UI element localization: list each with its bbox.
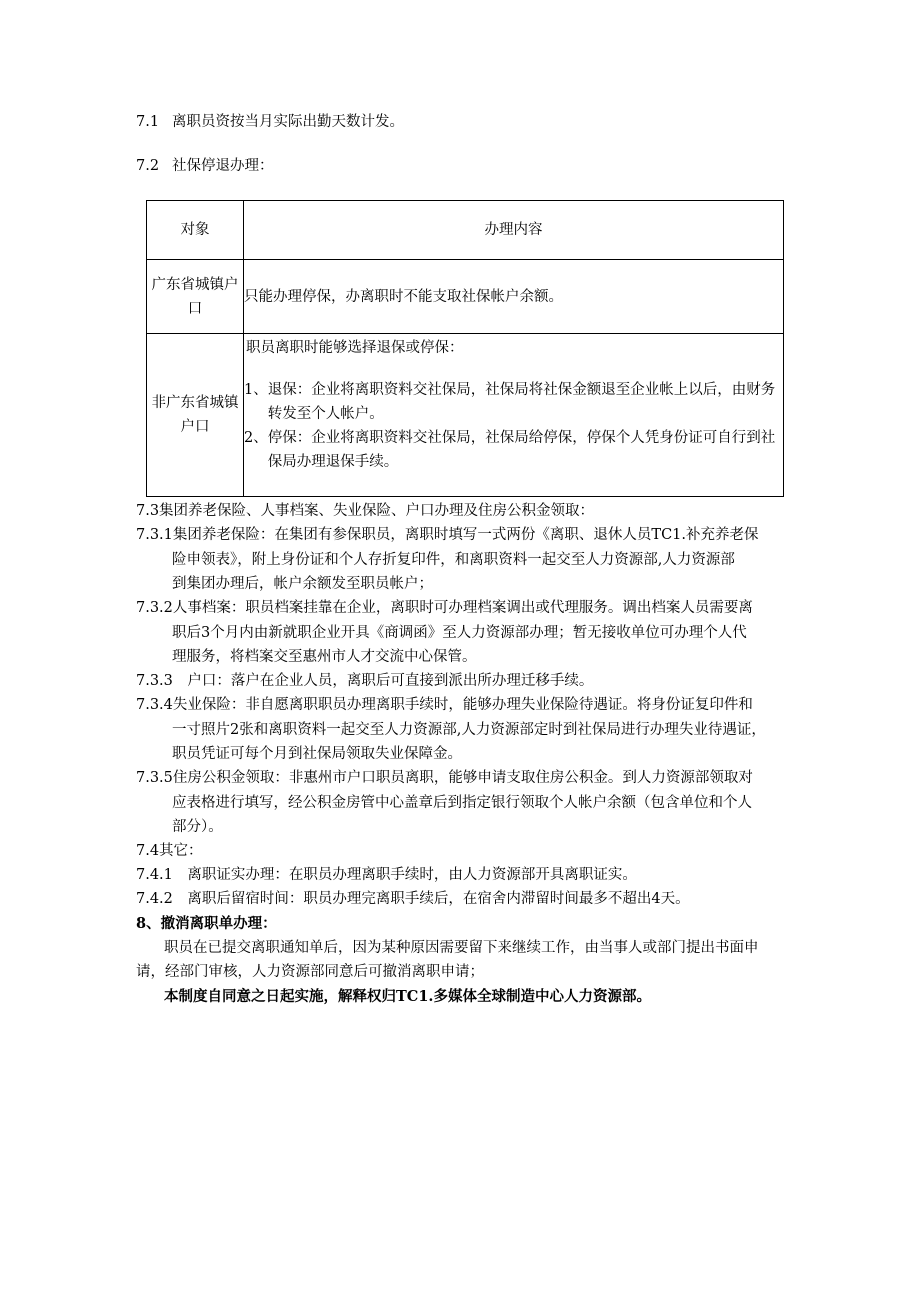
table-row bbox=[147, 260, 784, 334]
section-7-1 bbox=[136, 113, 404, 131]
list-index: 1、 bbox=[244, 382, 268, 398]
section-7-3-title: 7.3集团养老保险、人事档案、失业保险、户口办理及住房公积金领取： bbox=[136, 503, 595, 519]
final-statement: 本制度自同意之日起实施，解释权归TC1.多媒体全球制造中心人力资源部。 bbox=[164, 988, 651, 1005]
row-object: 非广东省城镇户口 bbox=[147, 334, 244, 497]
section-7-3-4-line3: 职员凭证可每个月到社保局领取失业保障金。 bbox=[172, 746, 462, 762]
section-7-3-1-line1: 7.3.1集团养老保险：在集团有参保职员，离职时填写一式两份《离职、退休人员TC1.补充养老保 bbox=[136, 527, 759, 543]
section-7-3-5-line1: 7.3.5住房公积金领取：非惠州市户口职员离职，能够申请支取住房公积金。到人力资源部领取对 bbox=[136, 770, 753, 786]
section-7-3-4-line2: 一寸照片2张和离职资料一起交至人力资源部,人力资源部定时到社保局进行办理失业待遇证， bbox=[172, 722, 766, 738]
section-7-4-1: 7.4.1 离职证实办理：在职员办理离职手续时，由人力资源部开具离职证实。 bbox=[136, 867, 637, 883]
section-7-3-2-line2: 职后3个月内由新就职企业开具《商调函》至人力资源部办理；暂无接收单位可办理个人代 bbox=[172, 625, 747, 641]
list-item bbox=[244, 378, 783, 426]
section-text: 社保停退办理： bbox=[172, 158, 274, 174]
row-content: 只能办理停保，办离职时不能支取社保帐户余额。 bbox=[244, 260, 784, 334]
table-row bbox=[147, 334, 784, 497]
section-7-3-2-line3: 理服务，将档案交至惠州市人才交流中心保管。 bbox=[172, 649, 477, 665]
section-7-3-1-line2: 险申领表》，附上身份证和个人存折复印件，和离职资料一起交至人力资源部,人力资源部 bbox=[172, 552, 735, 568]
section-8-paragraph-line1: 职员在已提交离职通知单后，因为某种原因需要留下来继续工作，由当事人或部门提出书面申 bbox=[164, 940, 759, 956]
row-content bbox=[244, 334, 784, 497]
section-7-4-title: 7.4其它： bbox=[136, 843, 203, 859]
section-number: 7.2 bbox=[136, 158, 160, 174]
section-text: 离职员资按当月实际出勤天数计发。 bbox=[172, 114, 404, 130]
list-item bbox=[244, 426, 783, 474]
header-object: 对象 bbox=[147, 201, 244, 260]
section-7-3-2-line1: 7.3.2人事档案：职员档案挂靠在企业，离职时可办理档案调出或代理服务。调出档案人员需要离 bbox=[136, 600, 753, 616]
row-intro: 职员离职时能够选择退保或停保： bbox=[246, 340, 464, 356]
section-7-4-2: 7.4.2 离职后留宿时间：职员办理完离职手续后，在宿舍内滞留时间最多不超出4天。 bbox=[136, 891, 690, 907]
list-index: 2、 bbox=[244, 430, 268, 446]
section-7-3-1-line3: 到集团办理后，帐户余额发至职员帐户； bbox=[172, 576, 433, 592]
section-7-3-3: 7.3.3 户口：落户在企业人员，离职后可直接到派出所办理迁移手续。 bbox=[136, 673, 594, 689]
section-7-3-5-line3: 部分）。 bbox=[172, 819, 223, 835]
social-insurance-table bbox=[146, 200, 784, 497]
list-text: 退保：企业将离职资料交社保局，社保局将社保金额退至企业帐上以后，由财务转发至个人帐户。 bbox=[267, 382, 776, 422]
header-content: 办理内容 bbox=[244, 201, 784, 260]
section-8-paragraph-line2: 请，经部门审核，人力资源部同意后可撤消离职申请； bbox=[136, 964, 484, 980]
list-text: 停保：企业将离职资料交社保局，社保局给停保，停保个人凭身份证可自行到社保局办理退保手续。 bbox=[267, 430, 776, 470]
section-7-3-5-line2: 应表格进行填写，经公积金房管中心盖章后到指定银行领取个人帐户余额（包含单位和个人 bbox=[172, 795, 752, 811]
section-number: 7.1 bbox=[136, 114, 160, 130]
section-7-2 bbox=[136, 157, 274, 175]
section-7-3-4-line1: 7.3.4失业保险：非自愿离职职员办理离职手续时，能够办理失业保险待遇证。将身份证复印件和 bbox=[136, 697, 753, 713]
table-header-row bbox=[147, 201, 784, 260]
section-8-title: 8、撤消离职单办理： bbox=[136, 915, 277, 932]
row-object: 广东省城镇户口 bbox=[147, 260, 244, 334]
